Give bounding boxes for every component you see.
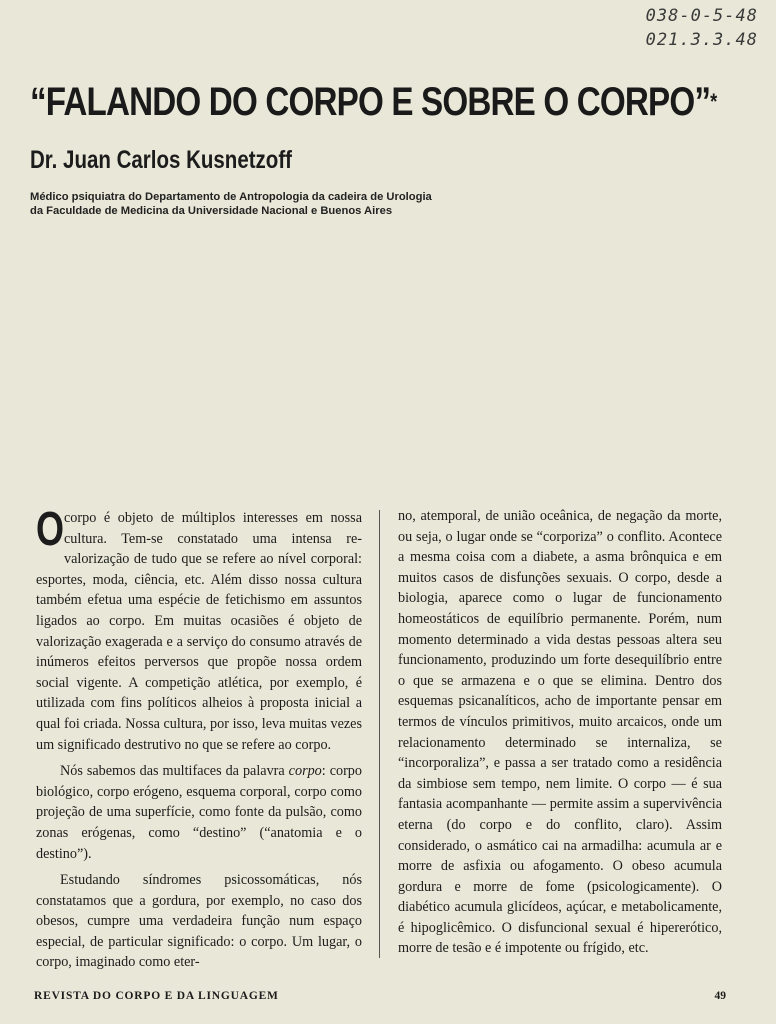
author-name: Dr. Juan Carlos Kusnetzoff (30, 146, 292, 174)
handwritten-annotation (646, 4, 758, 52)
column-divider (379, 510, 380, 958)
drop-cap: O (36, 503, 65, 556)
paragraph-2-italic: corpo (288, 763, 322, 780)
affiliation-line-1: Médico psiquiatra do Departamento de Antropologia da cadeira de Urologia (30, 191, 432, 203)
article-title (30, 78, 717, 126)
paragraph-2-lead: Nós sabemos das multifaces da palavra (60, 763, 285, 780)
paragraph-2 (36, 761, 362, 864)
paragraph-1 (36, 503, 362, 755)
page-number: 49 (714, 990, 726, 1002)
handwritten-line-2: 021.3.3.48 (645, 30, 758, 50)
text-column-left (36, 503, 362, 973)
handwritten-line-1: 038-0-5-48 (645, 6, 758, 26)
paragraph-4: no, atemporal, de união oceânica, de negação da morte, ou seja, o lugar onde se “corporiza” o conflito. Acontece a mesma coisa com a diabete, a asma brônquica e em muitos casos de disfunções sexuais. O corpo, desde a biologia, aparece como o lugar de funcionamento homeostáticos de equilíbrio permanente. Porém, num momento determinado a vida destas pessoas altera seu funcionamento, produzindo um forte desequilíbrio entre o que se armazena e o que se elimina. Dentro dos esquemas psicanalíticos, acho de importante pensar em termos de vínculos primitivos, muito arcaicos, onde um relacionamento determinado se internaliza, se “incorporaliza”, e passa a ser tratado como a residência da simbiose sem tempo, nem limite. O corpo — é sua fantasia acompanhante — permite assim a supervivência eterna (do corpo e do conflito, claro). Assim considerado, o asmático cai na armadilha: acumula ar e morre de asfixia ou afogamento. O obeso acumula gordura e morre de fome (psicologicamente). O diabético acumula glicídeos, açúcar, e metabolicamente, é hipoglicêmico. O disfuncional sexual é hipererótico, morre de tesão e é impotente ou frígido, etc. (398, 508, 722, 957)
text-column-right (398, 506, 722, 959)
article-title-text: “FALANDO DO CORPO E SOBRE O CORPO” (30, 80, 711, 124)
paragraph-3: Estudando síndromes psicossomáticas, nós constatamos que a gordura, por exemplo, no caso dos obesos, cumpre uma verdadeira função num espaço especial, de particular significado: o corpo. Um lugar, o corpo, imaginado como eter- (36, 872, 362, 971)
paragraph-1-text: corpo é objeto de múltiplos interesses em nossa cultura. Tem-se constatado uma intensa re-valorização de tudo que se refere ao nível corporal: esportes, moda, ciência, etc. Além disso nossa cultura também efetua uma espécie de fetichismo em assuntos ligados ao corpo. Em muitas ocasiões é objeto de valorização exagerada e a serviço do consumo através de inúmeros efeitos perversos que propõe nossa ordem social vigente. A competição atlética, por exemplo, é utilizada com fins políticos alheios à proposta inicial a qual foi criada. Nossa cultura, por isso, leva muitas vezes um significado destrutivo no que se refere ao corpo. (36, 510, 362, 753)
affiliation-line-2: da Faculdade de Medicina da Universidade Nacional e Buenos Aires (30, 205, 393, 217)
title-footnote-mark: * (710, 89, 717, 114)
paragraph-2-rest: : corpo biológico, corpo erógeno, esquema corporal, corpo como projeção de uma superfície, como fonte da pulsão, como zonas erógenas, como “destino” (“anatomia e o destino”). (36, 763, 362, 862)
author-affiliation (30, 190, 550, 218)
journal-name-footer: REVISTA DO CORPO E DA LINGUAGEM (34, 990, 279, 1002)
